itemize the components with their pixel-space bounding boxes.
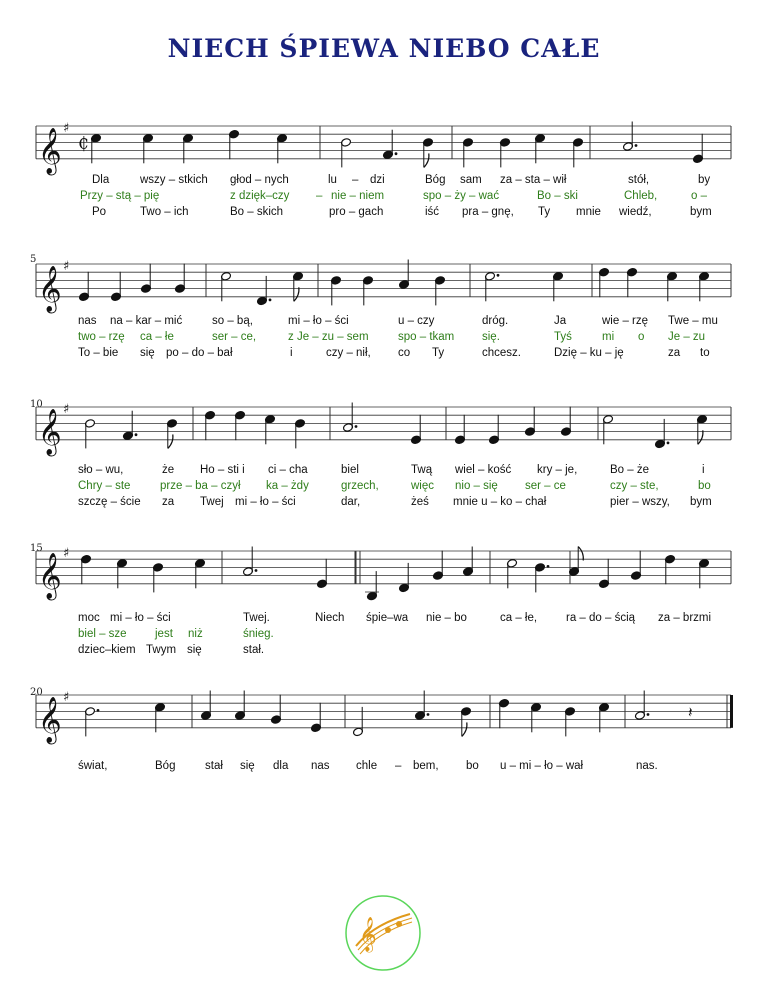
lyric-syllable: chcesz. — [482, 347, 521, 359]
augmentation-dot — [269, 299, 272, 302]
treble-clef-icon: 𝄞 — [38, 408, 62, 455]
staff-system — [30, 254, 731, 314]
note — [573, 138, 584, 168]
augmentation-dot — [395, 152, 398, 155]
lyric-syllable: bo — [698, 480, 711, 492]
lyric-syllable: śnieg. — [243, 628, 274, 640]
note — [311, 703, 322, 733]
note — [317, 559, 328, 589]
note — [463, 138, 474, 168]
note — [331, 276, 342, 306]
augmentation-dot — [547, 565, 550, 568]
lyric-syllable: szczę – ście — [78, 496, 141, 508]
measure-number: 20 — [30, 687, 43, 698]
lyric-syllable: Bóg — [425, 174, 446, 186]
lyric-syllable: się. — [482, 331, 500, 343]
lyric-syllable: To – bie — [78, 347, 119, 359]
eighth-flag — [462, 722, 467, 736]
lyric-syllable: dzi — [370, 174, 385, 186]
eighth-flag — [294, 287, 299, 301]
lyric-syllable: śpie–wa — [366, 612, 409, 624]
lyric-syllable: mi – ło – ści — [288, 315, 349, 327]
lyric-syllable: na – kar – mić — [110, 315, 183, 327]
lyric-syllable: i — [290, 347, 293, 359]
note — [433, 551, 444, 581]
key-signature-sharp-icon: ♯ — [63, 402, 70, 417]
augmentation-dot — [255, 569, 258, 572]
lyric-syllable: two – rzę — [78, 331, 125, 343]
eighth-flag — [168, 434, 173, 448]
lyric-syllable: o – — [691, 190, 707, 202]
note — [565, 707, 576, 737]
note — [693, 134, 704, 164]
lyric-syllable: z Je – zu – sem — [288, 331, 369, 343]
lyric-syllable: – — [395, 760, 402, 772]
lyric-syllable: nas — [311, 760, 330, 772]
note — [111, 272, 122, 302]
treble-clef-icon: 𝄞 — [38, 552, 62, 599]
lyric-syllable: spo – tkam — [398, 331, 455, 343]
lyric-syllable: żeś — [411, 496, 429, 508]
lyric-syllable: nas. — [636, 760, 658, 772]
note — [271, 695, 282, 725]
lyric-syllable: Je – zu — [668, 331, 706, 343]
lyric-syllable: pier – wszy, — [610, 496, 670, 508]
lyric-syllable: Twej — [200, 496, 224, 508]
lyric-syllable: Dzię – ku – ję — [554, 347, 624, 359]
lyric-syllable: chle — [356, 760, 378, 772]
note — [499, 698, 510, 728]
note — [229, 129, 240, 159]
note — [363, 276, 374, 306]
augmentation-dot — [635, 144, 638, 147]
lyric-syllable: dla — [273, 760, 289, 772]
lyric-syllable: Chleb, — [624, 190, 658, 202]
lyric-syllable: Bo – że — [610, 464, 649, 476]
note — [435, 276, 446, 306]
lyric-syllable: sło – wu, — [78, 464, 124, 476]
lyric-syllable: mi – ło – ści — [110, 612, 171, 624]
note — [455, 415, 466, 445]
treble-clef-icon: 𝄞 — [38, 127, 62, 174]
augmentation-dot — [647, 713, 650, 716]
lyric-syllable: kry – je, — [537, 464, 578, 476]
lyric-syllable: pro – gach — [329, 206, 384, 218]
note — [205, 410, 216, 440]
lyric-syllable: Przy – stą – pię — [80, 190, 160, 202]
lyric-syllable: bym — [690, 496, 712, 508]
note — [175, 264, 186, 294]
lyric-syllable: ser – ce, — [212, 331, 257, 343]
lyric-syllable: by — [698, 174, 711, 186]
lyric-syllable: – — [352, 174, 359, 186]
note — [535, 563, 550, 593]
quarter-rest-icon: 𝄽 — [688, 703, 693, 722]
lyric-syllable: z dzięk–czy — [230, 190, 290, 202]
music-logo-icon — [344, 894, 422, 972]
note — [411, 415, 422, 445]
lyric-syllable: Ho – sti i — [200, 464, 245, 476]
lyric-syllable: Twym — [146, 644, 177, 656]
lyric-syllable: ci – cha — [268, 464, 308, 476]
note — [141, 264, 152, 294]
lyric-syllable: dróg. — [482, 315, 509, 327]
augmentation-dot — [97, 709, 100, 712]
lyric-syllable: stał. — [243, 644, 265, 656]
augmentation-dot — [135, 433, 138, 436]
lyric-syllable: wiel – kość — [455, 464, 512, 476]
lyric-syllable: co — [398, 347, 411, 359]
note — [85, 707, 100, 737]
lyric-syllable: mnie u – ko – chał — [453, 496, 547, 508]
note — [631, 551, 642, 581]
lyric-syllable: moc — [78, 612, 100, 624]
lyric-syllable: i — [702, 464, 705, 476]
lyric-syllable: bo — [466, 760, 479, 772]
measure-number: 10 — [30, 399, 43, 410]
note — [500, 138, 511, 168]
lyric-syllable: więc — [411, 480, 435, 492]
note — [665, 554, 676, 584]
lyric-syllable: Bo – ski — [537, 190, 578, 202]
lyric-syllable: bem, — [413, 760, 439, 772]
lyric-syllable: za — [668, 347, 681, 359]
note — [79, 272, 90, 302]
lyric-syllable: świat, — [78, 760, 108, 772]
lyric-syllable: za — [162, 496, 175, 508]
lyric-syllable: ra – do – ścią — [566, 612, 636, 624]
note — [489, 415, 500, 445]
lyric-syllable: za – sta – wił — [500, 174, 567, 186]
note — [525, 407, 536, 437]
lyric-syllable: nie – niem — [331, 190, 385, 202]
lyric-syllable: sam — [460, 174, 482, 186]
staff-system — [30, 687, 733, 745]
lyric-syllable: że — [162, 464, 175, 476]
lyric-syllable: niż — [188, 628, 203, 640]
note — [295, 419, 306, 449]
lyric-syllable: wszy – stkich — [140, 174, 208, 186]
lyric-syllable: prze – ba – czył — [160, 480, 241, 492]
lyric-syllable: za – brzmi — [658, 612, 712, 624]
lyric-syllable: ca – łe, — [500, 612, 538, 624]
lyric-syllable: głod – nych — [230, 174, 289, 186]
lyric-syllable: Ty — [538, 206, 551, 218]
lyric-syllable: dar, — [341, 496, 361, 508]
lyric-syllable: Ty — [432, 347, 445, 359]
key-signature-sharp-icon: ♯ — [63, 259, 70, 274]
note — [423, 138, 434, 168]
treble-clef-icon: 𝄞 — [38, 265, 62, 312]
lyric-syllable: dziec–kiem — [78, 644, 136, 656]
lyric-syllable: mnie — [576, 206, 601, 218]
song-title: NIECH ŚPIEWA NIEBO CAŁE — [167, 34, 601, 63]
lyric-syllable: grzech, — [341, 480, 379, 492]
lyric-syllable: się — [240, 760, 255, 772]
note — [627, 267, 638, 297]
staff-system — [30, 543, 731, 601]
lyric-syllable: biel — [341, 464, 359, 476]
augmentation-dot — [427, 713, 430, 716]
lyric-syllable: po – do – bał — [166, 347, 233, 359]
note — [599, 267, 610, 297]
lyric-syllable: ca – łe — [140, 331, 174, 343]
lyric-syllable: to — [700, 347, 710, 359]
lyric-syllable: nio – się — [455, 480, 498, 492]
svg-text:𝄞: 𝄞 — [359, 917, 377, 952]
measure-number: 5 — [30, 254, 37, 265]
key-signature-sharp-icon: ♯ — [63, 121, 70, 136]
cut-time-icon: ₵ — [78, 133, 89, 154]
note — [85, 419, 96, 449]
lyric-syllable: czy – nił, — [326, 347, 371, 359]
lyric-syllable: u – mi – ło – wał — [500, 760, 584, 772]
lyric-syllable: iść — [425, 206, 440, 218]
augmentation-dot — [667, 442, 670, 445]
note — [341, 138, 352, 168]
lyric-syllable: Dla — [92, 174, 110, 186]
lyric-syllable: spo – ży – wać — [423, 190, 500, 202]
lyric-syllable: ser – ce — [525, 480, 566, 492]
lyric-syllable: wie – rzę — [602, 315, 649, 327]
lyric-syllable: Niech — [315, 612, 345, 624]
lyric-syllable: so – bą, — [212, 315, 253, 327]
lyric-syllable: czy – ste, — [610, 480, 659, 492]
lyric-syllable: nas — [78, 315, 97, 327]
lyric-syllable: mi – ło – ści — [235, 496, 296, 508]
lyric-syllable: Twej. — [243, 612, 270, 624]
note — [167, 419, 178, 449]
key-signature-sharp-icon: ♯ — [63, 690, 70, 705]
note — [153, 563, 164, 593]
key-signature-sharp-icon: ♯ — [63, 546, 70, 561]
note — [599, 559, 610, 589]
lyric-syllable: Chry – ste — [78, 480, 131, 492]
lyric-syllable: Po — [92, 206, 107, 218]
eighth-flag — [424, 153, 429, 167]
lyric-syllable: się — [140, 347, 155, 359]
lyric-syllable: u – czy — [398, 315, 435, 327]
lyric-syllable: lu — [328, 174, 337, 186]
eighth-flag — [578, 547, 583, 561]
lyric-syllable: Twe – mu — [668, 315, 718, 327]
lyric-syllable: Ja — [554, 315, 567, 327]
lyric-syllable: pra – gnę, — [462, 206, 514, 218]
lyric-syllable: wiedź, — [619, 206, 652, 218]
augmentation-dot — [355, 425, 358, 428]
lyric-syllable: biel – sze — [78, 628, 127, 640]
note — [561, 407, 572, 437]
final-barline-thick — [730, 695, 733, 728]
lyric-syllable: bym — [690, 206, 712, 218]
lyric-syllable: – — [316, 190, 323, 202]
lyric-syllable: Bo – skich — [230, 206, 284, 218]
lyric-syllable: stał — [205, 760, 223, 772]
staff-system — [30, 399, 731, 457]
lyric-syllable: Tyś — [554, 331, 572, 343]
lyric-syllable: się — [187, 644, 202, 656]
note — [81, 554, 92, 584]
lyric-syllable: Bóg — [155, 760, 176, 772]
lyric-syllable: mi — [602, 331, 615, 343]
eighth-flag — [698, 430, 703, 444]
note — [461, 707, 472, 737]
lyric-syllable: stół, — [628, 174, 650, 186]
lyric-syllable: ka – żdy — [266, 480, 309, 492]
lyric-syllable: jest — [155, 628, 173, 640]
note — [235, 410, 246, 440]
lyric-syllable: o — [638, 331, 645, 343]
treble-clef-icon: 𝄞 — [38, 696, 62, 743]
lyric-syllable: Twą — [411, 464, 433, 476]
measure-number: 15 — [30, 543, 43, 554]
augmentation-dot — [497, 274, 500, 277]
lyric-syllable: Two – ich — [140, 206, 189, 218]
lyric-syllable: nie – bo — [426, 612, 467, 624]
